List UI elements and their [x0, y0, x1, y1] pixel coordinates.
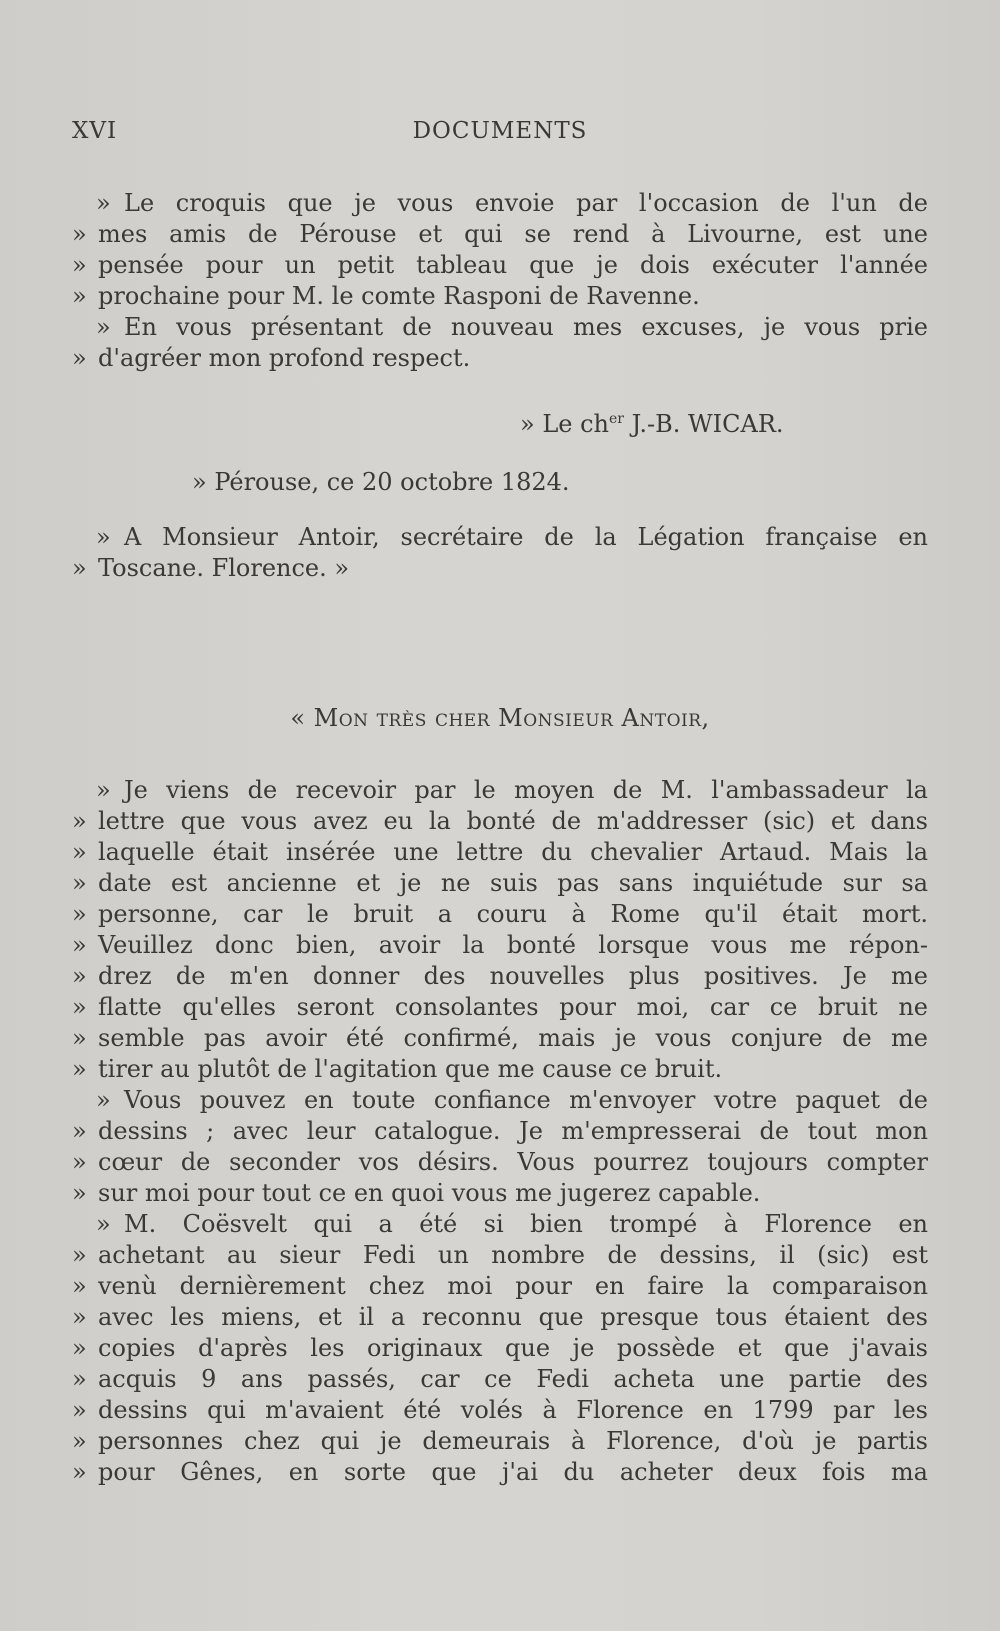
line-text: venù dernièrement chez moi pour en faire la comparaison: [98, 1272, 928, 1300]
quote-mark: »: [72, 900, 87, 928]
line-text: d'agréer mon profond respect.: [98, 344, 471, 372]
text-line: [72, 961, 928, 992]
line-text: personnes chez qui je demeurais à Florence, d'où je partis: [98, 1427, 928, 1455]
quote-mark: »: [72, 220, 87, 248]
line-text: laquelle était insérée une lettre du chevalier Artaud. Mais la: [98, 838, 928, 866]
text-line: [72, 992, 928, 1023]
line-text: Vous pouvez en toute confiance m'envoyer votre paquet de: [124, 1086, 928, 1114]
quote-mark: »: [96, 189, 111, 217]
address-block: [72, 522, 928, 584]
text-line: [72, 1023, 928, 1054]
text-line: [72, 1395, 928, 1426]
quote-mark: »: [96, 313, 111, 341]
text-line: [72, 1457, 928, 1488]
quote-mark: »: [96, 1210, 111, 1238]
quote-mark: »: [72, 1365, 87, 1393]
line-text: Veuillez donc bien, avoir la bonté lorsque vous me répon-: [98, 931, 928, 959]
dateline: » Pérouse, ce 20 octobre 1824.: [192, 468, 570, 496]
quote-mark: »: [72, 1117, 87, 1145]
line-text: pensée pour un petit tableau que je dois exécuter l'année: [98, 251, 928, 279]
line-text: M. Coësvelt qui a été si bien trompé à Florence en: [124, 1210, 928, 1238]
text-line: [72, 1364, 928, 1395]
text-line: [72, 250, 928, 281]
quote-mark: »: [72, 1055, 87, 1083]
quote-mark: »: [72, 1179, 87, 1207]
quote-mark: »: [72, 1427, 87, 1455]
quote-mark: »: [72, 807, 87, 835]
running-title: DOCUMENTS: [412, 118, 588, 144]
text-line: [72, 1240, 928, 1271]
text-line: [72, 281, 928, 312]
line-text: achetant au sieur Fedi un nombre de dessins, il (sic) est: [98, 1241, 928, 1269]
text-line: [72, 837, 928, 868]
line-text: pour Gênes, en sorte que j'ai du acheter deux fois ma: [98, 1458, 928, 1486]
quote-mark: »: [72, 1396, 87, 1424]
line-text: dessins qui m'avaient été volés à Florence en 1799 par les: [98, 1396, 928, 1424]
quote-mark: »: [72, 1272, 87, 1300]
line-text: flatte qu'elles seront consolantes pour moi, car ce bruit ne: [98, 993, 928, 1021]
quote-mark: »: [72, 1024, 87, 1052]
text-line: [72, 1209, 928, 1240]
line-text: Je viens de recevoir par le moyen de M. l'ambassadeur la: [124, 776, 928, 804]
signature: » Le $ch^{er}$ J.-B. WICAR.: [520, 410, 784, 438]
quote-mark: »: [72, 838, 87, 866]
page-header: [72, 118, 928, 152]
line-text: lettre que vous avez eu la bonté de m'addresser (sic) et dans: [98, 807, 928, 835]
quote-mark: »: [72, 282, 87, 310]
text-line: [72, 219, 928, 250]
text-line: [72, 1147, 928, 1178]
text-line: [72, 1302, 928, 1333]
line-text: avec les miens, et il a reconnu que presque tous étaient des: [98, 1303, 928, 1331]
text-line: [72, 343, 928, 374]
quote-mark: »: [72, 1334, 87, 1362]
line-text: personne, car le bruit a couru à Rome qu'il était mort.: [98, 900, 928, 928]
quote-mark: »: [72, 962, 87, 990]
text-line: [72, 1333, 928, 1364]
line-text: copies d'après les originaux que je possède et que j'avais: [98, 1334, 928, 1362]
line-text: acquis 9 ans passés, car ce Fedi acheta une partie des: [98, 1365, 928, 1393]
quote-mark: »: [72, 1148, 87, 1176]
quote-mark: »: [72, 1241, 87, 1269]
letter-one-body: [72, 188, 928, 374]
quote-mark: »: [72, 554, 87, 582]
text-line: [72, 1116, 928, 1147]
page-number: XVI: [72, 118, 118, 144]
quote-mark: »: [72, 869, 87, 897]
quote-mark: »: [96, 776, 111, 804]
line-text: mes amis de Pérouse et qui se rend à Livourne, est une: [98, 220, 928, 248]
quote-mark: »: [72, 344, 87, 372]
quote-mark: »: [72, 993, 87, 1021]
text-line: [72, 806, 928, 837]
quote-mark: »: [96, 523, 111, 551]
text-line: [72, 522, 928, 553]
text-line: [72, 1426, 928, 1457]
line-text: prochaine pour M. le comte Rasponi de Ravenne.: [98, 282, 700, 310]
text-line: [72, 188, 928, 219]
text-line: [72, 899, 928, 930]
line-text: A Monsieur Antoir, secrétaire de la Légation française en: [124, 523, 928, 551]
quote-mark: »: [72, 931, 87, 959]
text-line: [72, 1085, 928, 1116]
text-line: [72, 1271, 928, 1302]
line-text: sur moi pour tout ce en quoi vous me jugerez capable.: [98, 1179, 761, 1207]
quote-mark: »: [72, 1303, 87, 1331]
line-text: tirer au plutôt de l'agitation que me cause ce bruit.: [98, 1055, 723, 1083]
quote-mark: »: [72, 1458, 87, 1486]
line-text: cœur de seconder vos désirs. Vous pourrez toujours compter: [98, 1148, 928, 1176]
line-text: dessins ; avec leur catalogue. Je m'empresserai de tout mon: [98, 1117, 928, 1145]
quote-mark: »: [72, 251, 87, 279]
line-text: En vous présentant de nouveau mes excuses, je vous prie: [124, 313, 928, 341]
quote-mark: »: [96, 1086, 111, 1114]
text-line: [72, 1178, 928, 1209]
text-line: [72, 553, 928, 584]
text-line: [72, 775, 928, 806]
letter-two-body: [72, 775, 928, 1488]
text-line: [72, 1054, 928, 1085]
text-line: [72, 868, 928, 899]
line-text: semble pas avoir été confirmé, mais je vous conjure de me: [98, 1024, 928, 1052]
line-text: drez de m'en donner des nouvelles plus positives. Je me: [98, 962, 928, 990]
text-line: [72, 312, 928, 343]
line-text: Le croquis que je vous envoie par l'occasion de l'un de: [124, 189, 928, 217]
salutation: « Mon très cher Monsieur Antoir,: [290, 704, 710, 732]
line-text: date est ancienne et je ne suis pas sans inquiétude sur sa: [98, 869, 928, 897]
text-line: [72, 930, 928, 961]
line-text: Toscane. Florence. »: [98, 554, 350, 582]
